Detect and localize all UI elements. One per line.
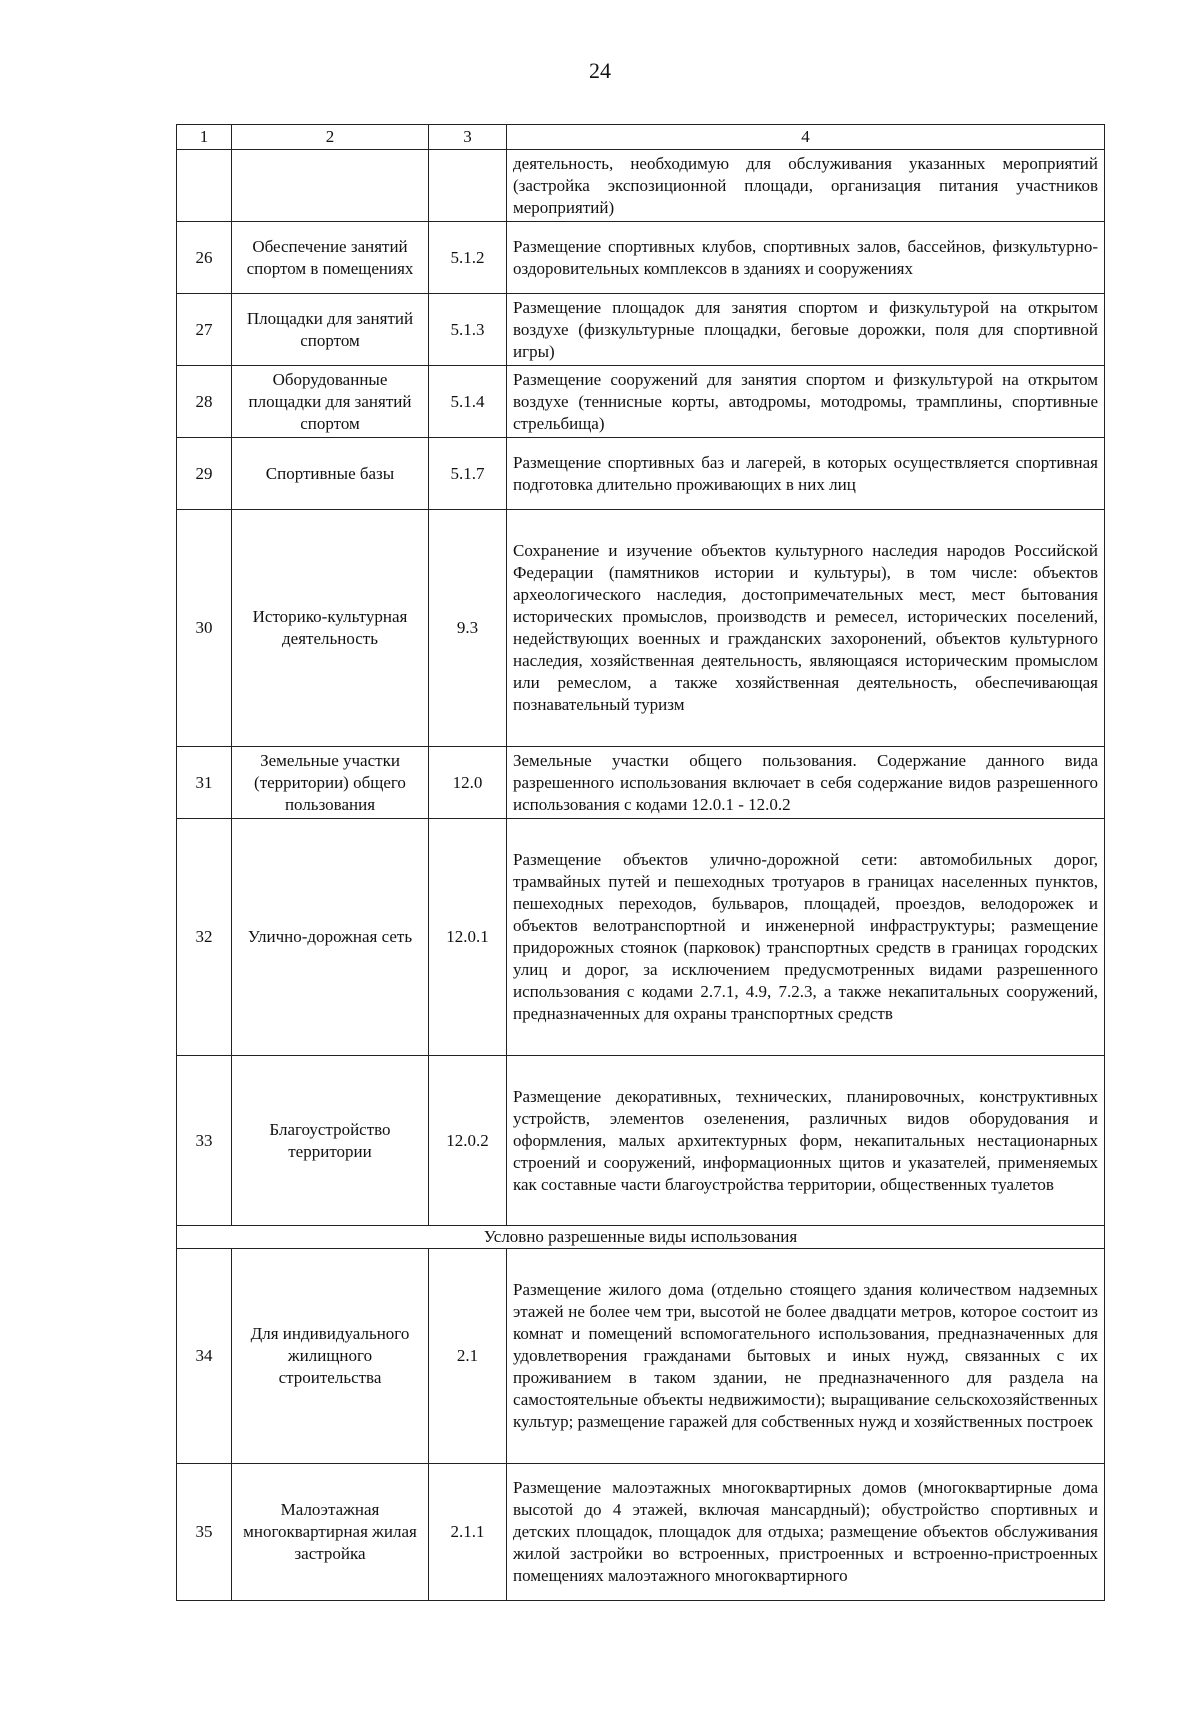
use-type-description: деятельность, необходимую для обслуживания указанных мероприятий (застройка экспозиционной площади, организация питания участников мероприятий): [507, 150, 1105, 222]
use-type-code: 12.0: [429, 747, 507, 819]
table-row: [177, 1464, 1105, 1601]
row-number: 31: [177, 747, 232, 819]
use-type-description: Земельные участки общего пользования. Содержание данного вида разрешенного использования включает в себя содержание видов разрешенного использования с кодами 12.0.1 - 12.0.2: [507, 747, 1105, 819]
use-type-code: 9.3: [429, 510, 507, 747]
row-number: 33: [177, 1056, 232, 1226]
row-number: 28: [177, 366, 232, 438]
use-type-name: Площадки для занятий спортом: [232, 294, 429, 366]
header-cell-3: 3: [429, 125, 507, 150]
use-type-code: 12.0.1: [429, 819, 507, 1056]
row-number: 30: [177, 510, 232, 747]
use-type-name: Оборудованные площадки для занятий спортом: [232, 366, 429, 438]
section-header-row: [177, 1226, 1105, 1249]
page-number: 24: [589, 58, 611, 83]
table-row: [177, 747, 1105, 819]
use-type-code: 5.1.3: [429, 294, 507, 366]
use-type-code: 5.1.7: [429, 438, 507, 510]
row-number: [177, 150, 232, 222]
use-type-name: Земельные участки (территории) общего пользования: [232, 747, 429, 819]
header-row: [177, 125, 1105, 150]
use-type-name: Обеспечение занятий спортом в помещениях: [232, 222, 429, 294]
table-row: [177, 150, 1105, 222]
use-type-code: [429, 150, 507, 222]
row-number: 35: [177, 1464, 232, 1601]
use-type-description: Размещение объектов улично-дорожной сети: автомобильных дорог, трамвайных путей и пешеходных тротуаров в границах населенных пунктов, пешеходных переходов, бульваров, площадей, проездов, велодорожек и объектов велотранспортной и инженерной инфраструктуры; размещение придорожных стоянок (парковок) транспортных средств в границах городских улиц и дорог, за исключением предусмотренных видами разрешенного использования с кодами 2.7.1, 4.9, 7.2.3, а также некапитальных сооружений, предназначенных для охраны транспортных средств: [507, 819, 1105, 1056]
header-cell-1: 1: [177, 125, 232, 150]
table-row: [177, 294, 1105, 366]
use-type-code: 5.1.2: [429, 222, 507, 294]
use-type-description: Размещение площадок для занятия спортом и физкультурой на открытом воздухе (физкультурные площадки, беговые дорожки, поля для спортивной игры): [507, 294, 1105, 366]
row-number: 32: [177, 819, 232, 1056]
use-type-description: Размещение спортивных баз и лагерей, в которых осуществляется спортивная подготовка длительно проживающих в них лиц: [507, 438, 1105, 510]
use-type-code: 12.0.2: [429, 1056, 507, 1226]
row-number: 26: [177, 222, 232, 294]
use-type-name: Для индивидуального жилищного строительства: [232, 1249, 429, 1464]
use-type-description: Размещение малоэтажных многоквартирных домов (многоквартирные дома высотой до 4 этажей, включая мансардный); обустройство спортивных и детских площадок, площадок для отдыха; размещение объектов обслуживания жилой застройки во встроенных, пристроенных и встроенно-пристроенных помещениях малоэтажного многоквартирного: [507, 1464, 1105, 1601]
use-type-name: [232, 150, 429, 222]
row-number: 27: [177, 294, 232, 366]
table-row: [177, 1056, 1105, 1226]
table-row: [177, 222, 1105, 294]
section-title: Условно разрешенные виды использования: [177, 1226, 1105, 1249]
table-row: [177, 1249, 1105, 1464]
table-row: [177, 819, 1105, 1056]
table-row: [177, 366, 1105, 438]
use-type-code: 5.1.4: [429, 366, 507, 438]
use-type-code: 2.1: [429, 1249, 507, 1464]
use-type-description: Размещение спортивных клубов, спортивных залов, бассейнов, физкультурно-оздоровительных комплексов в зданиях и сооружениях: [507, 222, 1105, 294]
use-type-name: Спортивные базы: [232, 438, 429, 510]
header-cell-2: 2: [232, 125, 429, 150]
use-type-name: Историко-культурная деятельность: [232, 510, 429, 747]
table-row: [177, 438, 1105, 510]
use-type-name: Улично-дорожная сеть: [232, 819, 429, 1056]
row-number: 29: [177, 438, 232, 510]
use-type-description: Сохранение и изучение объектов культурного наследия народов Российской Федерации (памятников истории и культуры), в том числе: объектов археологического наследия, достопримечательных мест, мест бытования исторических промыслов, производств и ремесел, исторических поселений, недействующих военных и гражданских захоронений, объектов культурного наследия, хозяйственная деятельность, являющаяся историческим промыслом или ремеслом, а также хозяйственная деятельность, обеспечивающая познавательный туризм: [507, 510, 1105, 747]
use-type-name: Малоэтажная многоквартирная жилая застройка: [232, 1464, 429, 1601]
table-row: [177, 510, 1105, 747]
row-number: 34: [177, 1249, 232, 1464]
header-cell-4: 4: [507, 125, 1105, 150]
use-type-code: 2.1.1: [429, 1464, 507, 1601]
use-type-description: Размещение декоративных, технических, планировочных, конструктивных устройств, элементов озеленения, различных видов оборудования и оформления, малых архитектурных форм, некапитальных нестационарных строений и сооружений, информационных щитов и указателей, применяемых как составные части благоустройства территории, общественных туалетов: [507, 1056, 1105, 1226]
use-type-description: Размещение сооружений для занятия спортом и физкультурой на открытом воздухе (теннисные корты, автодромы, мотодромы, трамплины, спортивные стрельбища): [507, 366, 1105, 438]
land-use-table: [176, 124, 1105, 1601]
use-type-description: Размещение жилого дома (отдельно стоящего здания количеством надземных этажей не более чем три, высотой не более двадцати метров, которое состоит из комнат и помещений вспомогательного использования, предназначенных для удовлетворения гражданами бытовых и иных нужд, связанных с их проживанием в таком здании, не предназначенного для раздела на самостоятельные объекты недвижимости); выращивание сельскохозяйственных культур; размещение гаражей для собственных нужд и хозяйственных построек: [507, 1249, 1105, 1464]
use-type-name: Благоустройство территории: [232, 1056, 429, 1226]
